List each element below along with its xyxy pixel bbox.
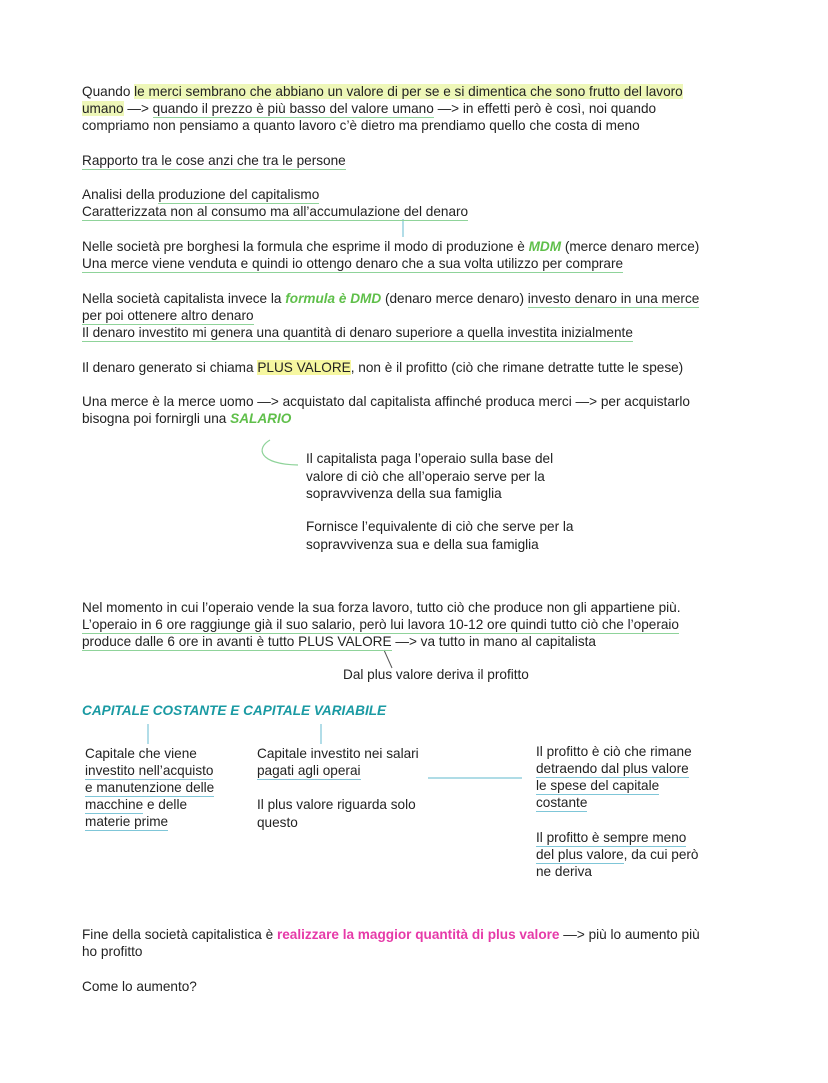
col3-line1: Il profitto è ciò che rimane <box>536 744 692 759</box>
p7-line2: bisogna poi fornirgli una SALARIO <box>82 411 292 426</box>
note-salary-equivalent: Fornisce l’equivalente di ciò che serve per la sopravvivenza sua e della sua famiglia <box>306 519 574 552</box>
col3-line6: del plus valore, da cui però <box>536 847 699 862</box>
col1-line3: e manutenzione delle <box>85 780 215 795</box>
col1-line5: materie prime <box>85 814 169 829</box>
p8-line2: L’operaio in 6 ore raggiunge già il suo salario, però lui lavora 10-12 ore quindi tutto ciò che l’operaio <box>82 617 679 632</box>
col2-note: Il plus valore riguarda solo questo <box>257 797 416 830</box>
col3-line4: costante <box>536 795 588 810</box>
p9-text: Dal plus valore deriva il profitto <box>343 667 529 682</box>
p10-line1: Fine della società capitalistica è realizzare la maggior quantità di plus valore —> più lo aumento più <box>82 927 700 942</box>
p1-line1: Quando le merci sembrano che abbiano un valore di per se e si dimentica che sono frutto del lavoro <box>82 84 683 99</box>
p4-line2: Una merce viene venduta e quindi io ottengo denaro che a sua volta utilizzo per comprare <box>82 256 624 271</box>
p8-line1: Nel momento in cui l’operaio vende la sua forza lavoro, tutto ciò che produce non gli appartiene più. <box>82 600 681 615</box>
p3-line2: Caratterizzata non al consumo ma all’accumulazione del denaro <box>82 204 469 219</box>
p6-text: Il denaro generato si chiama PLUS VALORE, non è il profitto (ciò che rimane detratte tutte le spese) <box>82 360 684 375</box>
section-heading: CAPITALE COSTANTE E CAPITALE VARIABILE <box>82 703 387 718</box>
p2-text: Rapporto tra le cose anzi che tra le persone <box>82 153 346 168</box>
p7-line1: Una merce è la merce uomo —> acquistato dal capitalista affinché produca merci —> per acquistarlo <box>82 394 690 409</box>
p1-line3: compriamo non pensiamo a quanto lavoro c’è dietro ma prendiamo quello che costa di meno <box>82 118 640 133</box>
col3-line3: le spese del capitale <box>536 778 660 793</box>
col3-line7: ne deriva <box>536 864 592 879</box>
p1-line2: umano —> quando il prezzo è più basso del valore umano —> in effetti però è così, noi quando <box>82 101 657 116</box>
p5-line3: Il denaro investito mi genera una quantità di denaro superiore a quella investita inizialmente <box>82 325 633 340</box>
col1-line1: Capitale che viene <box>85 746 197 761</box>
note-salary-basis: Il capitalista paga l’operaio sulla base del valore di ciò che all’operaio serve per la sopravvivenza della sua famiglia <box>306 451 554 501</box>
p8-line3: produce dalle 6 ore in avanti è tutto PLUS VALORE —> va tutto in mano al capitalista <box>82 634 596 649</box>
p5-line1: Nella società capitalista invece la formula è DMD (denaro merce denaro) investo denaro in una merce <box>82 291 700 306</box>
col2-line1: Capitale investito nei salari <box>257 746 419 761</box>
p5-line2: per poi ottenere altro denaro <box>82 308 254 323</box>
col1-line2: investito nell’acquisto <box>85 763 214 778</box>
p10-line2: ho profitto <box>82 944 143 959</box>
col1-line4: macchine e delle <box>85 797 188 812</box>
col2-line2: pagati agli operai <box>257 763 361 778</box>
p11-text: Come lo aumento? <box>82 979 197 994</box>
col3-line2: detraendo dal plus valore <box>536 761 689 776</box>
p4-line1: Nelle società pre borghesi la formula che esprime il modo di produzione è MDM (merce denaro merce) <box>82 239 700 254</box>
connector-salario-bracket <box>262 440 298 465</box>
col3-line5: Il profitto è sempre meno <box>536 830 687 845</box>
p3-line1: Analisi della produzione del capitalismo <box>82 187 320 202</box>
